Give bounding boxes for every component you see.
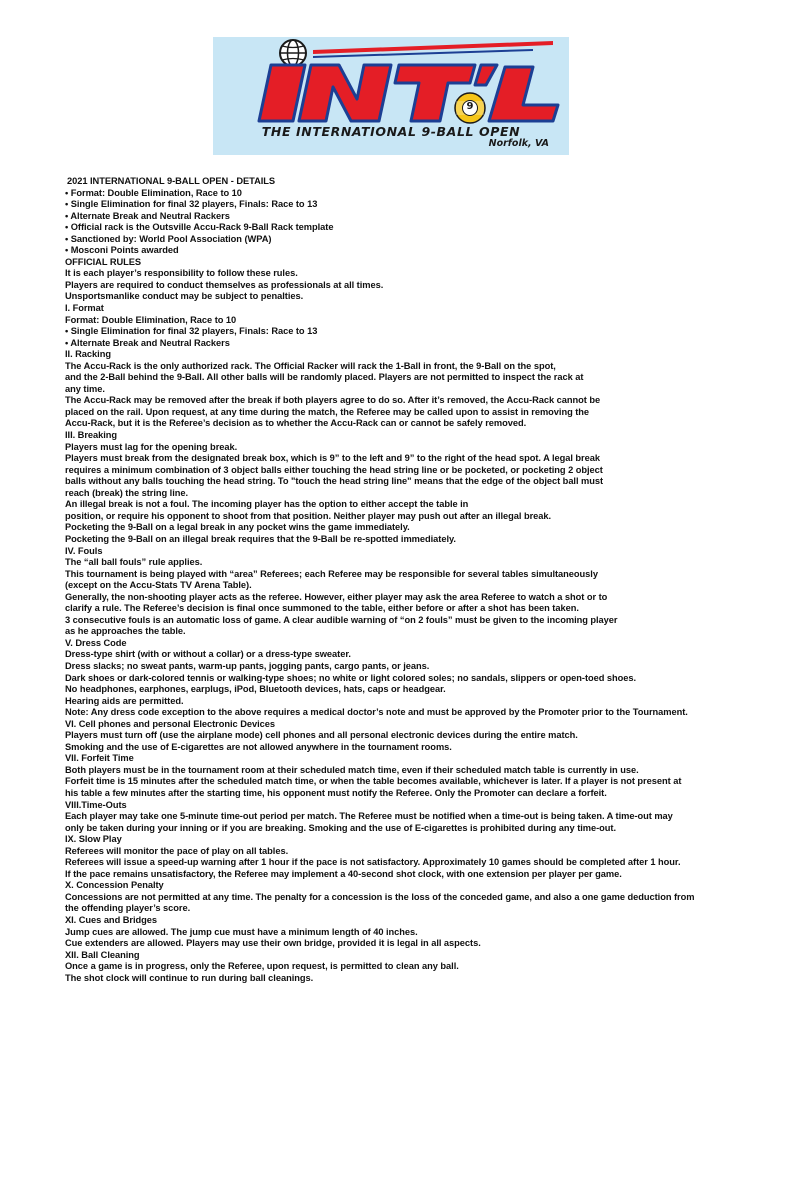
document-line: This tournament is being played with “area” Referees; each Referee may be responsible for several tables simultaneously	[65, 568, 598, 579]
document-line: 3 consecutive fouls is an automatic loss of game. A clear audible warning of “on 2 fouls” must be given to the incoming player	[65, 614, 618, 625]
document-line: Pocketing the 9-Ball on an illegal break requires that the 9-Ball be re-spotted immediately.	[65, 533, 456, 544]
document-line: Concessions are not permitted at any time. The penalty for a concession is the loss of the conceded game, and also a one game deduction from	[65, 891, 695, 902]
document-line: II. Racking	[65, 349, 111, 360]
document-line: Hearing aids are permitted.	[65, 695, 184, 706]
document-line: Generally, the non-shooting player acts as the referee. However, either player may ask the area Referee to watch a shot or to	[65, 591, 608, 602]
document-line: (except on the Accu-Stats TV Arena Table).	[65, 580, 252, 591]
document-line: • Single Elimination for final 32 players, Finals: Race to 13	[65, 326, 318, 337]
document-line: V. Dress Code	[65, 637, 127, 648]
document-line: • Single Elimination for final 32 players, Finals: Race to 13	[65, 199, 318, 210]
document-line: III. Breaking	[65, 430, 118, 441]
document-line: VII. Forfeit Time	[65, 753, 134, 764]
document-line: Each player may take one 5-minute time-out period per match. The Referee must be notified when a time-out is being taken. A time-out may	[65, 811, 673, 822]
logo-swoosh-red	[313, 41, 553, 54]
document-line: IV. Fouls	[65, 545, 103, 556]
document-line: Jump cues are allowed. The jump cue must have a minimum length of 40 inches.	[65, 926, 418, 937]
document-line: I. Format	[65, 303, 104, 314]
document-line: VIII.Time-Outs	[65, 799, 127, 810]
document-line: No headphones, earphones, earplugs, iPod, Bluetooth devices, hats, caps or headgear.	[65, 684, 446, 695]
document-line: any time.	[65, 383, 105, 394]
document-line: as he approaches the table.	[65, 626, 186, 637]
document-line: • Format: Double Elimination, Race to 10	[65, 187, 242, 198]
document-line: position, or require his opponent to shoot from that position. Neither player may push out after an illegal break.	[65, 510, 552, 521]
document-line: balls without any balls touching the head string. To "touch the head string line" means that the edge of the object ball must	[65, 476, 604, 487]
document-line: Dress slacks; no sweat pants, warm-up pants, jogging pants, cargo pants, or jeans.	[65, 660, 430, 671]
document-line: Dark shoes or dark-colored tennis or walking-type shoes; no white or light colored soles; no sandals, slippers or open-toed shoes.	[65, 672, 637, 683]
globe-icon	[280, 40, 306, 66]
document-line: Forfeit time is 15 minutes after the scheduled match time, or when the table becomes available, whichever is later. If a player is not present at	[65, 776, 682, 787]
document-line: clarify a rule. The Referee’s decision is final once summoned to the table, either before or after a shot has been taken.	[65, 603, 579, 614]
event-logo	[213, 37, 569, 155]
document-line: An illegal break is not a foul. The incoming player has the option to either accept the table in	[65, 499, 469, 510]
document-line: the offending player’s score.	[65, 903, 191, 914]
document-line: placed on the rail. Upon request, at any time during the match, the Referee may be called upon to assist in removing the	[65, 406, 590, 417]
document-line: Cue extenders are allowed. Players may use their own bridge, provided it is legal in all aspects.	[65, 938, 481, 949]
logo-location: Norfolk, VA	[488, 138, 549, 149]
document-line: • Alternate Break and Neutral Rackers	[65, 337, 230, 348]
document-line: The Accu-Rack may be removed after the break if both players agree to do so. After it’s removed, the Accu-Rack cannot be	[65, 395, 601, 406]
document-line: Players are required to conduct themselves as professionals at all times.	[65, 279, 384, 290]
document-line: OFFICIAL RULES	[65, 256, 142, 267]
document-line: Pocketing the 9-Ball on a legal break in any pocket wins the game immediately.	[65, 522, 410, 533]
rules-document	[65, 176, 785, 984]
document-line: • Alternate Break and Neutral Rackers	[65, 210, 230, 221]
document-title: 2021 INTERNATIONAL 9-BALL OPEN - DETAILS	[67, 176, 276, 186]
document-line: Format: Double Elimination, Race to 10	[65, 314, 237, 325]
document-line: his table a few minutes after the starting time, his opponent must notify the Referee. Only the Promoter can declare a forfeit.	[65, 787, 607, 798]
nine-ball-number: 9	[466, 101, 474, 112]
document-line: Once a game is in progress, only the Referee, upon request, is permitted to clean any ball.	[65, 961, 459, 972]
document-line: Players must turn off (use the airplane mode) cell phones and all personal electronic devices during the entire match.	[65, 730, 578, 741]
document-line: and the 2-Ball behind the 9-Ball. All other balls will be randomly placed. Players are not permitted to inspect the rack at	[65, 372, 584, 383]
document-line: Both players must be in the tournament room at their scheduled match time, even if their scheduled match table is currently in use.	[65, 764, 639, 775]
document-line: The Accu-Rack is the only authorized rack. The Official Racker will rack the 1-Ball in front, the 9-Ball on the spot,	[65, 360, 556, 371]
document-line: • Mosconi Points awarded	[65, 245, 179, 256]
logo-tagline: THE INTERNATIONAL 9-BALL OPEN	[261, 124, 521, 139]
document-line: Unsportsmanlike conduct may be subject to penalties.	[65, 291, 304, 302]
document-line: Accu-Rack, but it is the Referee’s decision as to whether the Accu-Rack can or cannot be safely removed.	[65, 418, 527, 429]
document-line: reach (break) the string line.	[65, 487, 189, 498]
document-line: Players must break from the designated break box, which is 9” to the left and 9” to the right of the head spot. A legal break	[65, 453, 600, 464]
document-line: Players must lag for the opening break.	[65, 441, 238, 452]
document-line: XI. Cues and Bridges	[65, 915, 157, 925]
document-line: Referees will monitor the pace of play on all tables.	[65, 845, 289, 856]
document-line: IX. Slow Play	[65, 834, 122, 845]
document-line: only be taken during your inning or if you are breaking. Smoking and the use of E-cigarettes is prohibited during any time-out.	[65, 822, 617, 833]
document-line: Dress-type shirt (with or without a collar) or a dress-type sweater.	[65, 649, 351, 660]
document-line: Note: Any dress code exception to the above requires a medical doctor’s note and must be approved by the Promoter prior to the Tournament.	[65, 707, 688, 718]
document-line: The “all ball fouls” rule applies.	[65, 557, 203, 568]
document-line: • Official rack is the Outsville Accu-Rack 9-Ball Rack template	[65, 222, 334, 233]
document-line: • Sanctioned by: World Pool Association (WPA)	[65, 233, 272, 244]
document-line: XII. Ball Cleaning	[65, 949, 140, 960]
document-line: If the pace remains unsatisfactory, the Referee may implement a 40-second shot clock, with one extension per player per game.	[65, 868, 622, 879]
document-line: Referees will issue a speed-up warning after 1 hour if the pace is not satisfactory. Approximately 10 games should be completed after 1 hour.	[65, 857, 681, 868]
document-line: It is each player’s responsibility to follow these rules.	[65, 268, 298, 279]
document-line: X. Concession Penalty	[65, 880, 164, 891]
document-line: Smoking and the use of E-cigarettes are not allowed anywhere in the tournament rooms.	[65, 741, 452, 752]
document-line: requires a minimum combination of 3 object balls either touching the head string line or be pocketed, or pocketing 2 object	[65, 464, 603, 475]
document-line: VI. Cell phones and personal Electronic Devices	[65, 718, 275, 729]
document-line: The shot clock will continue to run during ball cleanings.	[65, 972, 314, 983]
brand-letters	[259, 65, 558, 121]
